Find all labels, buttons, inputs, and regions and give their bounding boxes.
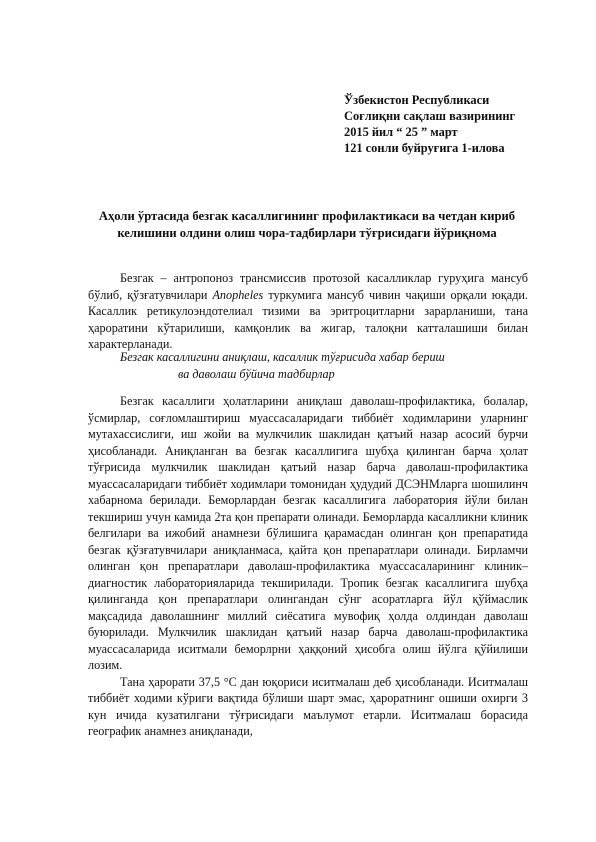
- paragraph-detection: Безгак касаллиги ҳолатларини аниқлаш даволаш-профилактика, болалар, ўсмирлар, соғломлаштириш муассасаларидаги тиббиёт ходимларини уларнинг мутахассислиги, иш жойи ва мулкчилик шаклидан қатъий назар асосий бурчи ҳисобланади. Аниқланган ва безгак касаллигига шубҳа қилинган барча ҳолат тўғрисида мулкчилик шаклидан қатъий назар барча даволаш-профилактика муассасаларидаги тиббиёт ходимлари томонидан ҳудудий ДСЭНМларга шошилинч хабарнома берилади. Беморлардан безгак касаллигига лаборатория йўли билан текшириш учун камида 2та қон препарати олинади. Беморларда касалликни клиник белгилари ва ижобий анамнези бўлишига қарамасдан олинган қон препаратида безгак қўзғатувчилари аниқланмаса, қайта қон препаратлари олинади. Бирламчи олинган қон препаратлари даволаш-профилактика муассасаларининг клиник–диагностик лабораторияларида текширилади. Тропик безгак касаллигига шубҳа қилинганда қон препаратлари олингандан сўнг асоратларга йўл қўймаслик мақсадида даволашнинг миллий сиёсатига мувофиқ ҳолда олдиндан даволаш буюрилади. Мулкчилик шаклидан қатъий назар барча даволаш-профилактика муассасаларида иситмали беморлрни ҳаққоний ҳисобга олиш йўлга қўйилиши лозим.: [88, 394, 528, 672]
- appendix-line-ministry: Соғлиқни сақлаш вазирининг: [344, 109, 516, 123]
- section-body: [88, 393, 528, 740]
- appendix-line-country: Ўзбекистон Республикаси: [344, 93, 490, 107]
- appendix-line-order: 121 сонли буйруғига 1-илова: [344, 141, 505, 155]
- paragraph-fever: Тана ҳарорати 37,5 °С дан юқориси иситмалаш деб ҳисобланади. Иситмалаш тиббиёт ходими кўриги вақтида бўлиши шарт эмас, ҳароратнинг ошиши охирги 3 кун ичида кузатилгани тўғрисидаги маълумот етарли. Иситмалаш борасида географик анамнез аниқланади,: [88, 674, 528, 738]
- document-title: Аҳоли ўртасида безгак касаллигининг профилактикаси ва четдан кириб келишини олдини олиш чора-тадбирлари тўғрисидаги йўриқнома: [98, 209, 516, 240]
- section-heading-line-1: Безгак касаллигини аниқлаш, касаллик тўғрисида хабар бериш: [120, 350, 445, 364]
- appendix-line-date: 2015 йил “ 25 ” март: [344, 125, 458, 139]
- intro-paragraph: [88, 270, 528, 353]
- section-heading-line-2: ва даволаш бўйича тадбирлар: [178, 366, 335, 381]
- intro-text-end: туркумига мансуб чивин чақиши орқали юқади. Касаллик ретикулоэндотелиал тизими ва эритроцитларни зарарланиши, тана ҳароратини кўтарилиши, камқонлик ва жигар, талоқни катталашиши билан характерланади.: [88, 287, 528, 351]
- intro-text-start: Безгак – антропоноз трансмиссив протозой касалликлар гуруҳига мансуб бўлиб, қўзғатувчилари: [88, 271, 528, 302]
- intro-paragraph-block: [88, 270, 528, 353]
- section-heading: [120, 349, 520, 382]
- appendix-header: [344, 92, 574, 156]
- species-name: Anopheles: [212, 287, 264, 302]
